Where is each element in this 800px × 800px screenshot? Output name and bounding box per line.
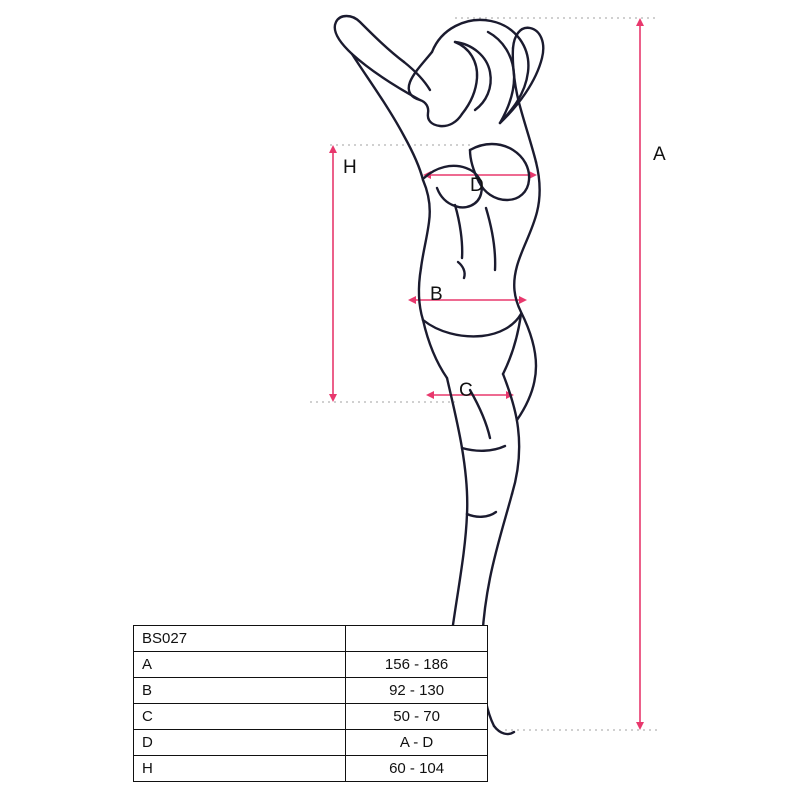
table-row-value: 60 - 104 xyxy=(346,756,488,782)
guide-lines xyxy=(310,18,660,730)
measure-label-A: A xyxy=(653,144,666,165)
measure-label-D: D xyxy=(470,175,484,196)
measure-label-B: B xyxy=(430,284,443,305)
table-row-label: A xyxy=(134,652,346,678)
table-row-value: 156 - 186 xyxy=(346,652,488,678)
table-row-value: A - D xyxy=(346,730,488,756)
table-row xyxy=(134,652,488,678)
measure-label-H: H xyxy=(343,157,357,178)
table-row-label: B xyxy=(134,678,346,704)
table-row xyxy=(134,678,488,704)
table-header-value-cell xyxy=(346,626,488,652)
table-row-label: H xyxy=(134,756,346,782)
table-row-value: 50 - 70 xyxy=(346,704,488,730)
table-row-label: C xyxy=(134,704,346,730)
measure-label-C: C xyxy=(459,380,473,401)
table-header-row xyxy=(134,626,488,652)
table-row xyxy=(134,730,488,756)
measure-lines xyxy=(329,18,644,730)
table-row xyxy=(134,756,488,782)
table-row xyxy=(134,704,488,730)
size-table xyxy=(133,625,488,782)
table-row-value: 92 - 130 xyxy=(346,678,488,704)
table-row-label: D xyxy=(134,730,346,756)
table-code-cell: BS027 xyxy=(134,626,346,652)
